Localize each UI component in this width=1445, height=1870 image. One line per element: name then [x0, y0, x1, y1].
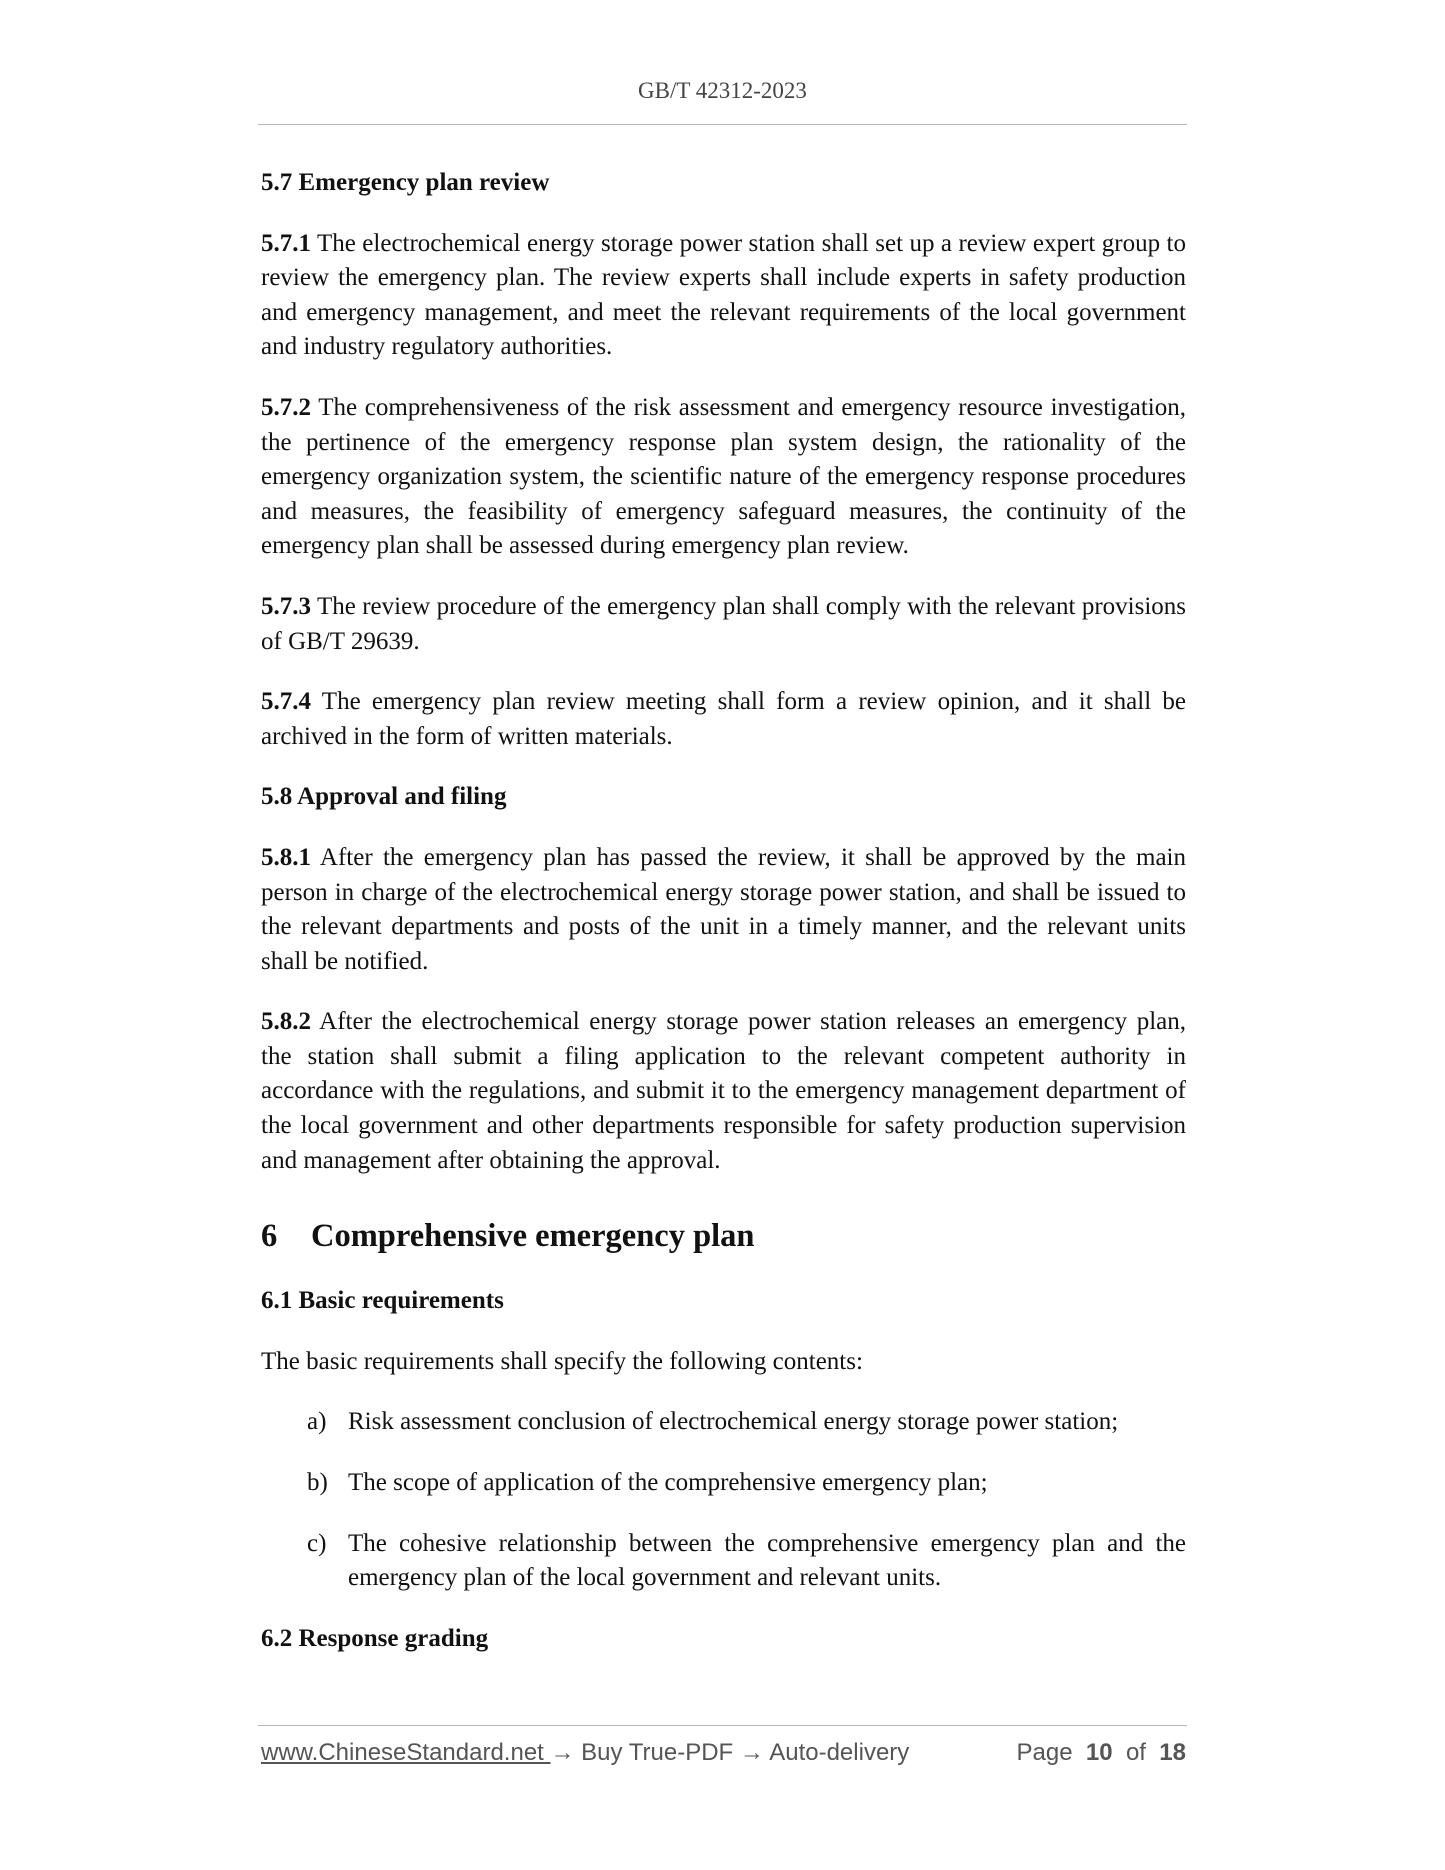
- page-number: [1016, 1739, 1186, 1767]
- clause-5-7-2: [261, 391, 1186, 564]
- list-item: [261, 1466, 1186, 1501]
- page-of: of: [1125, 1739, 1146, 1766]
- page-header: GB/T 42312-2023: [638, 78, 807, 103]
- clause-number: 5.7.2: [261, 393, 311, 421]
- clause-5-8-1: [261, 841, 1186, 979]
- section-6-1-heading: 6.1 Basic requirements: [261, 1287, 504, 1315]
- chapter-title: Comprehensive emergency plan: [311, 1218, 755, 1255]
- list-marker: c): [307, 1529, 327, 1557]
- page-label: Page: [1016, 1739, 1073, 1766]
- clause-text: The emergency plan review meeting shall form a review opinion, and it shall be archived in the form of written materials.: [261, 688, 1186, 750]
- chapter-number: 6: [261, 1218, 278, 1255]
- clause-number: 5.8.2: [261, 1008, 311, 1036]
- clause-text: The review procedure of the emergency plan shall comply with the relevant provisions of GB/T 29639.: [261, 592, 1186, 655]
- header-divider: [258, 124, 1187, 125]
- chapter-6-heading: [261, 1214, 1186, 1258]
- footer-divider: [258, 1725, 1187, 1726]
- clause-text: The electrochemical energy storage power station shall set up a review expert group to review the emergency plan. The review experts shall include experts in safety production and emergency management, and meet the relevant requirements of the local government and industry regulatory authorities.: [261, 229, 1187, 361]
- section-6-2-heading: 6.2 Response grading: [261, 1624, 489, 1652]
- page-total: 18: [1159, 1739, 1186, 1766]
- list-item-text: The scope of application of the comprehensive emergency plan;: [348, 1469, 988, 1497]
- clause-5-7-4: [261, 685, 1186, 754]
- section-5-8-heading: 5.8 Approval and filing: [261, 783, 507, 811]
- list-item-text: The cohesive relationship between the comprehensive emergency plan and the emergency plan of the local government and relevant units.: [348, 1529, 1186, 1592]
- website-link[interactable]: www.ChineseStandard.net: [261, 1739, 551, 1766]
- clause-text: After the emergency plan has passed the review, it shall be approved by the main person in charge of the electrochemical energy storage power station, and shall be issued to the relevant departments and posts of the unit in a timely manner, and the relevant units shall be notified.: [261, 843, 1186, 975]
- arrow-right-icon: →: [550, 1739, 575, 1766]
- clause-5-7-3: [261, 590, 1186, 659]
- clause-number: 5.7.3: [261, 592, 311, 620]
- list-item-text: Risk assessment conclusion of electrochemical energy storage power station;: [348, 1408, 1119, 1436]
- clause-number: 5.7.4: [261, 688, 311, 716]
- section-5-7-heading: 5.7 Emergency plan review: [261, 169, 550, 196]
- page-current: 10: [1085, 1739, 1113, 1766]
- list-item: [261, 1527, 1186, 1596]
- list-marker: a): [307, 1408, 327, 1436]
- clause-text: After the electrochemical energy storage power station releases an emergency plan, the station shall submit a filing application to the relevant competent authority in accordance with the regulations, and submit it to the emergency management department of the local government and other departments responsible for safety production supervision and management after obtaining the approval.: [261, 1008, 1187, 1174]
- clause-number: 5.8.1: [261, 843, 311, 871]
- clause-5-7-1: [261, 227, 1186, 365]
- clause-number: 5.7.1: [261, 229, 311, 257]
- section-6-1-intro: The basic requirements shall specify the following contents:: [261, 1347, 863, 1375]
- list-marker: b): [307, 1469, 328, 1497]
- clause-5-8-2: [261, 1005, 1186, 1178]
- requirements-list: [261, 1405, 1186, 1595]
- auto-delivery-text: Auto-delivery: [763, 1739, 910, 1766]
- page-content: [261, 166, 1186, 1656]
- arrow-right-icon: →: [739, 1739, 764, 1766]
- buy-pdf-text: Buy True-PDF: [574, 1739, 740, 1766]
- page-footer: [261, 1739, 1186, 1767]
- list-item: [261, 1405, 1186, 1440]
- clause-text: The comprehensiveness of the risk assessment and emergency resource investigation, the pertinence of the emergency response plan system design, the rationality of the emergency organization system, the scientific nature of the emergency response procedures and measures, the feasibility of emergency safeguard measures, the continuity of the emergency plan shall be assessed during emergency plan review.: [261, 393, 1186, 560]
